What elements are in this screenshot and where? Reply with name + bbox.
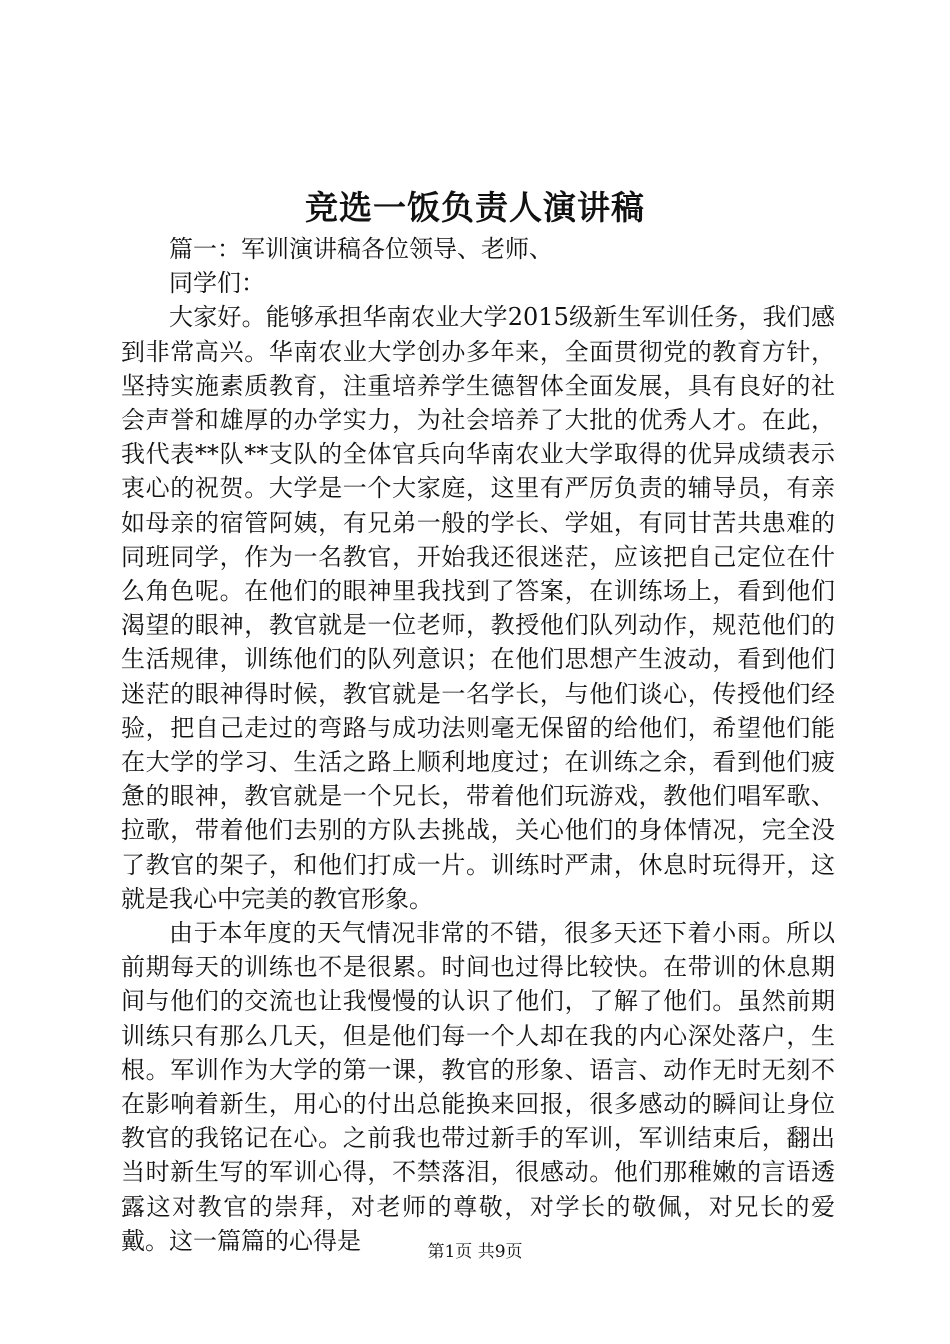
- document-title: 竞选一饭负责人演讲稿: [305, 188, 645, 227]
- document-body: [121, 232, 835, 1258]
- paragraph-body-2: 由于本年度的天气情况非常的不错，很多天还下着小雨。所以前期每天的训练也不是很累。时间也过得比较快。在带训的休息期间与他们的交流也让我慢慢的认识了他们，了解了他们。虽然前期训练只有那么几天，但是他们每一个人却在我的内心深处落户，生根。军训作为大学的第一课，教官的形象、语言、动作无时无刻不在影响着新生，用心的付出总能换来回报，很多感动的瞬间让身位教官的我铭记在心。之前我也带过新手的军训，军训结束后，翻出当时新生写的军训心得，不禁落泪，很感动。他们那稚嫩的言语透露这对教官的崇拜，对老师的尊敬，对学长的敬佩，对兄长的爱戴。这一篇篇的心得是: [121, 919, 835, 1255]
- paragraph-salutation: 同学们：: [169, 269, 265, 298]
- paragraph-body-1: 大家好。能够承担华南农业大学2015级新生军训任务，我们感到非常高兴。华南农业大学创办多年来，全面贯彻党的教育方针，坚持实施素质教育，注重培养学生德智体全面发展，具有良好的社会声誉和雄厚的办学实力，为社会培养了大批的优秀人才。在此，我代表**队**支队的全体官兵向华南农业大学取得的优异成绩表示衷心的祝贺。大学是一个大家庭，这里有严厉负责的辅导员，有亲如母亲的宿管阿姨，有兄弟一般的学长、学姐，有同甘苦共患难的同班同学，作为一名教官，开始我还很迷茫，应该把自己定位在什么角色呢。在他们的眼神里我找到了答案，在训练场上，看到他们渴望的眼神，教官就是一位老师，教授他们队列动作，规范他们的生活规律，训练他们的队列意识；在他们思想产生波动，看到他们迷茫的眼神得时候，教官就是一名学长，与他们谈心，传授他们经验，把自己走过的弯路与成功法则毫无保留的给他们，希望他们能在大学的学习、生活之路上顺利地度过；在训练之余，看到他们疲惫的眼神，教官就是一个兄长，带着他们玩游戏，教他们唱军歌、拉歌，带着他们去别的方队去挑战，关心他们的身体情况，完全没了教官的架子，和他们打成一片。训练时严肃，休息时玩得开，这就是我心中完美的教官形象。: [121, 303, 835, 913]
- paragraph-heading: 篇一：军训演讲稿各位领导、老师、: [169, 235, 553, 263]
- page-number-footer: 第1页 共9页: [427, 1242, 523, 1262]
